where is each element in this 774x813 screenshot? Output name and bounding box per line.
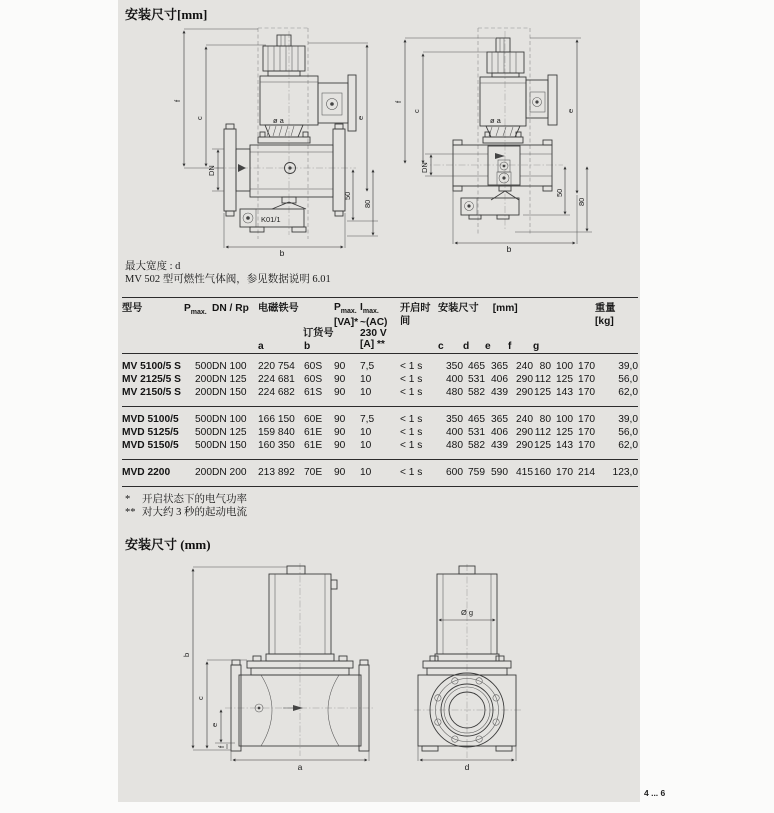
dim-label-dia-a: ø a (273, 116, 284, 125)
dimension-lines (184, 29, 378, 248)
dim-label-dia-g: Ø g (460, 608, 474, 617)
spec-table (122, 297, 638, 487)
header-dim-g: g (533, 341, 540, 352)
header-power-va: $P_{max.}$ [VA]* (334, 302, 359, 329)
dimension-lines (193, 567, 369, 761)
table-row: MVD 5150/5 500 DN 150 160 350 61E 90 10 < 1 s 480 582 439 290 125 143 170 62,0 (122, 440, 639, 451)
footnote-power: * 开启状态下的电气功率 (125, 494, 247, 505)
dim-label-dia-a: ø a (490, 116, 501, 125)
flow-arrow-icon (238, 164, 246, 172)
table-group-mv (122, 354, 638, 407)
dim-label-c: c (196, 696, 205, 700)
page-number: 4 ... 6 (644, 788, 666, 798)
header-model: 型号 (122, 303, 143, 314)
header-mounting-dims: 安装尺寸 [mm] (438, 303, 518, 314)
dim-label-c: c (412, 109, 421, 113)
dim-label-50: 50 (555, 188, 564, 197)
header-dim-d: d (463, 341, 470, 352)
header-dn-rp: DN / Rp (212, 303, 249, 314)
dim-label-e: e (566, 108, 575, 113)
header-dim-c: c (438, 341, 444, 352)
footnotes (125, 494, 247, 519)
top-section-title: 安装尺寸[mm] (125, 7, 208, 22)
note-mv502: MV 502 型可燃性气体阀，参见数据说明 6.01 (125, 273, 331, 285)
drawing-mv-valve-side-view (170, 25, 392, 257)
dim-label-80: 80 (577, 197, 586, 206)
note-max-width: 最大宽度 : d (125, 261, 181, 272)
dim-label-dn: DN (420, 162, 429, 173)
table-row: MV 2125/5 S 200 DN 125 224 681 60S 90 10 < 1 s 400 531 406 290 112 125 170 56,0 (122, 374, 639, 385)
table-group-mvd2200 (122, 460, 638, 487)
table-row: MVD 5125/5 500 DN 125 159 840 61E 90 10 < 1 s 400 531 406 290 112 125 170 56,0 (122, 427, 639, 438)
header-weight: 重量 [kg] (595, 303, 616, 327)
dim-label-f: f (173, 99, 182, 102)
dim-label-dn: DN (207, 165, 216, 176)
valve-outline (224, 35, 356, 232)
scan-area (118, 0, 640, 802)
header-dim-b: b (304, 341, 311, 352)
drawing-valve-front-view-bottom (410, 562, 525, 772)
table-row: MVD 5100/5 500 DN 100 166 150 60E 90 7,5 < 1 s 350 465 365 240 80 100 170 39,0 (122, 414, 639, 425)
centerlines (225, 563, 375, 756)
dashed-envelope (258, 28, 308, 239)
table-group-mvd (122, 407, 638, 460)
bottom-section-title: 安装尺寸 (mm) (125, 537, 211, 552)
dim-label-b: b (182, 652, 191, 657)
dim-label-b: b (279, 248, 285, 258)
table-header (122, 298, 638, 354)
header-current: $I_{max.}$ ~(AC) 230 V [A] ** (360, 302, 388, 351)
footnote-current: ** 对大约 3 秒的起动电流 (125, 506, 247, 518)
header-opening-time: 开启时间 (400, 303, 431, 327)
table-row: MV 5100/5 S 500 DN 100 220 754 60S 90 7,5 < 1 s 350 465 365 240 80 100 170 39,0 (122, 361, 639, 372)
table-row: MV 2150/5 S 200 DN 150 224 682 61S 90 10 < 1 s 480 582 439 290 125 143 170 62,0 (122, 387, 639, 398)
dim-label-b: b (506, 244, 512, 254)
dim-label-c: c (195, 116, 204, 120)
dim-label-e: e (356, 115, 365, 120)
dim-label-a: a (297, 762, 303, 772)
table-row: MVD 2200 200 DN 200 213 892 70E 90 10 < 1 s 600 759 590 415 160 170 214 123,0 (122, 467, 639, 478)
dimension-lines (405, 38, 592, 244)
dim-label-f: f (217, 745, 226, 748)
dim-label-80: 80 (363, 199, 372, 208)
header-dim-a: a (258, 341, 264, 352)
dim-label-50: 50 (343, 191, 352, 200)
header-magnet-order: 电磁铁号 订货号 (258, 303, 334, 339)
drawing-mvd-valve-side-view (395, 25, 610, 257)
dim-label-f: f (394, 100, 403, 103)
drawing-notes (125, 261, 331, 286)
flow-arrow-icon (495, 153, 505, 159)
dim-label-e: e (210, 722, 219, 727)
header-dim-f: f (508, 341, 512, 352)
flow-arrow-icon (293, 705, 303, 711)
header-dim-e: e (485, 341, 491, 352)
component-label-k01: K01/1 (261, 215, 281, 224)
header-pmax: $P_{max.}$ (184, 303, 207, 317)
spec-table-wrap (122, 297, 638, 487)
dim-label-d: d (464, 762, 470, 772)
drawing-valve-side-view-bottom (183, 562, 383, 772)
